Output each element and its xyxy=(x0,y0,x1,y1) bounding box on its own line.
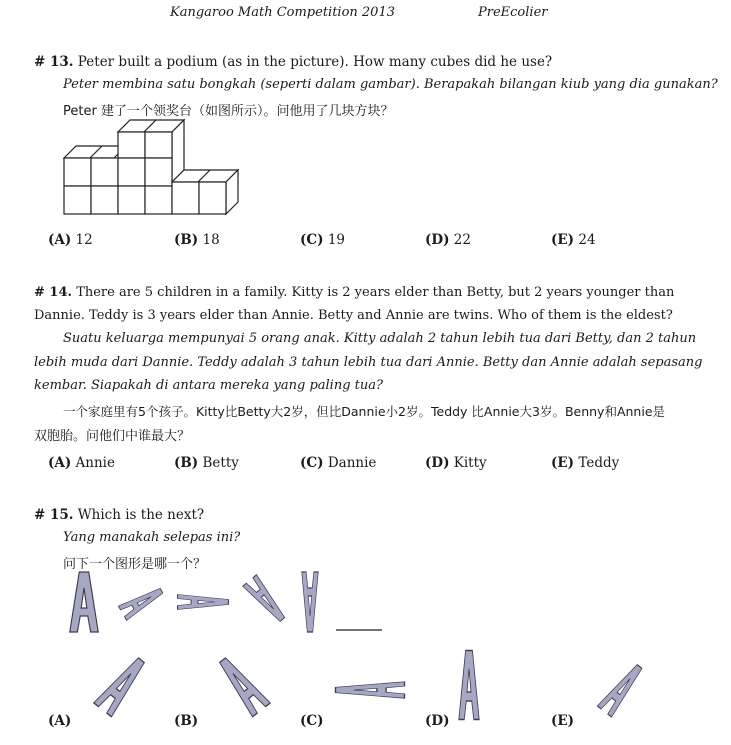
q15-chinese: 问下一个图形是哪一个？ xyxy=(63,557,207,572)
q15-option-a-figure[interactable] xyxy=(94,653,151,716)
q15-option-e[interactable]: (E) xyxy=(551,713,575,729)
q13-english xyxy=(34,54,552,70)
q14-english-line1: # 14. There are 5 children in a family. Kitty is 2 years elder than Betty, but 2 years younger than xyxy=(34,285,675,300)
q13-option-a[interactable]: (A) 12 xyxy=(48,232,93,248)
q13-option-d[interactable]: (D) 22 xyxy=(425,232,471,248)
q15-option-c-figure[interactable] xyxy=(336,682,405,699)
sequence-letter-3 xyxy=(178,595,229,610)
q13-option-c[interactable]: (C) 19 xyxy=(300,232,346,248)
q14-malay-line3: kembar. Siapakah di antara mereka yang paling tua? xyxy=(34,378,383,393)
q14-number: # 14. xyxy=(34,285,73,300)
q15-option-b[interactable]: (B) xyxy=(174,713,199,729)
q14-english-line2: Dannie. Teddy is 3 years elder than Annie. Betty and Annie are twins. Who of them is the eldest? xyxy=(34,308,673,323)
q14-malay-line2: lebih muda dari Dannie. Teddy adalah 3 tahun lebih tua dari Annie. Betty dan Annie adalah sepasang xyxy=(34,355,703,370)
competition-title: Kangaroo Math Competition 2013 xyxy=(170,5,395,20)
podium-figure xyxy=(60,118,260,218)
q13-chinese: Peter 建了一个领奖台（如图所示）。问他用了几块方块？ xyxy=(63,104,394,119)
q14-option-c[interactable]: (C) Dannie xyxy=(300,455,377,471)
q15-malay: Yang manakah selepas ini? xyxy=(63,530,241,545)
q15-option-b-figure[interactable] xyxy=(214,653,271,716)
q14-chinese-line2: 双胞胎。问他们中谁最大？ xyxy=(34,429,191,444)
sequence-letter-2 xyxy=(118,584,165,621)
q14-malay-line1: Suatu keluarga mempunyai 5 orang anak. Kitty adalah 2 tahun lebih tua dari Betty, dan 2 tahun xyxy=(63,331,697,346)
q13-option-e[interactable]: (E) 24 xyxy=(551,232,596,248)
q14-option-e[interactable]: (E) Teddy xyxy=(551,455,620,471)
q15-option-c[interactable]: (C) xyxy=(300,713,324,729)
q14-option-d[interactable]: (D) Kitty xyxy=(425,455,487,471)
q14-chinese-line1: 一个家庭里有5个孩子。Kitty比Betty大2岁，但比Dannie小2岁。Teddy 比Annie大3岁。Benny和Annie是 xyxy=(63,404,666,419)
q15-option-d-figure[interactable] xyxy=(459,651,479,720)
q15-english: # 15. Which is the next? xyxy=(34,507,205,523)
q15-option-a[interactable]: (A) xyxy=(48,713,72,729)
sequence-letter-5 xyxy=(302,572,319,632)
q15-number: # 15. xyxy=(34,507,74,523)
q14-option-b[interactable]: (B) Betty xyxy=(174,455,239,471)
q13-english-text: Peter built a podium (as in the picture). How many cubes did he use? xyxy=(77,54,553,70)
q15-option-figures xyxy=(20,645,710,725)
letter-sequence-figure xyxy=(60,568,420,638)
level-label: PreEcolier xyxy=(478,5,548,20)
q15-option-e-figure[interactable] xyxy=(597,661,646,717)
sequence-letter-4 xyxy=(243,575,290,626)
q13-option-b[interactable]: (B) 18 xyxy=(174,232,220,248)
podium-cubes xyxy=(64,120,238,214)
sequence-letter-1 xyxy=(70,572,99,632)
q13-malay: Peter membina satu bongkah (seperti dalam gambar). Berapakah bilangan kiub yang dia gunakan? xyxy=(63,77,718,92)
q13-number: # 13. xyxy=(34,54,74,70)
q14-option-a[interactable]: (A) Annie xyxy=(48,455,115,471)
q15-option-d[interactable]: (D) xyxy=(425,713,450,729)
